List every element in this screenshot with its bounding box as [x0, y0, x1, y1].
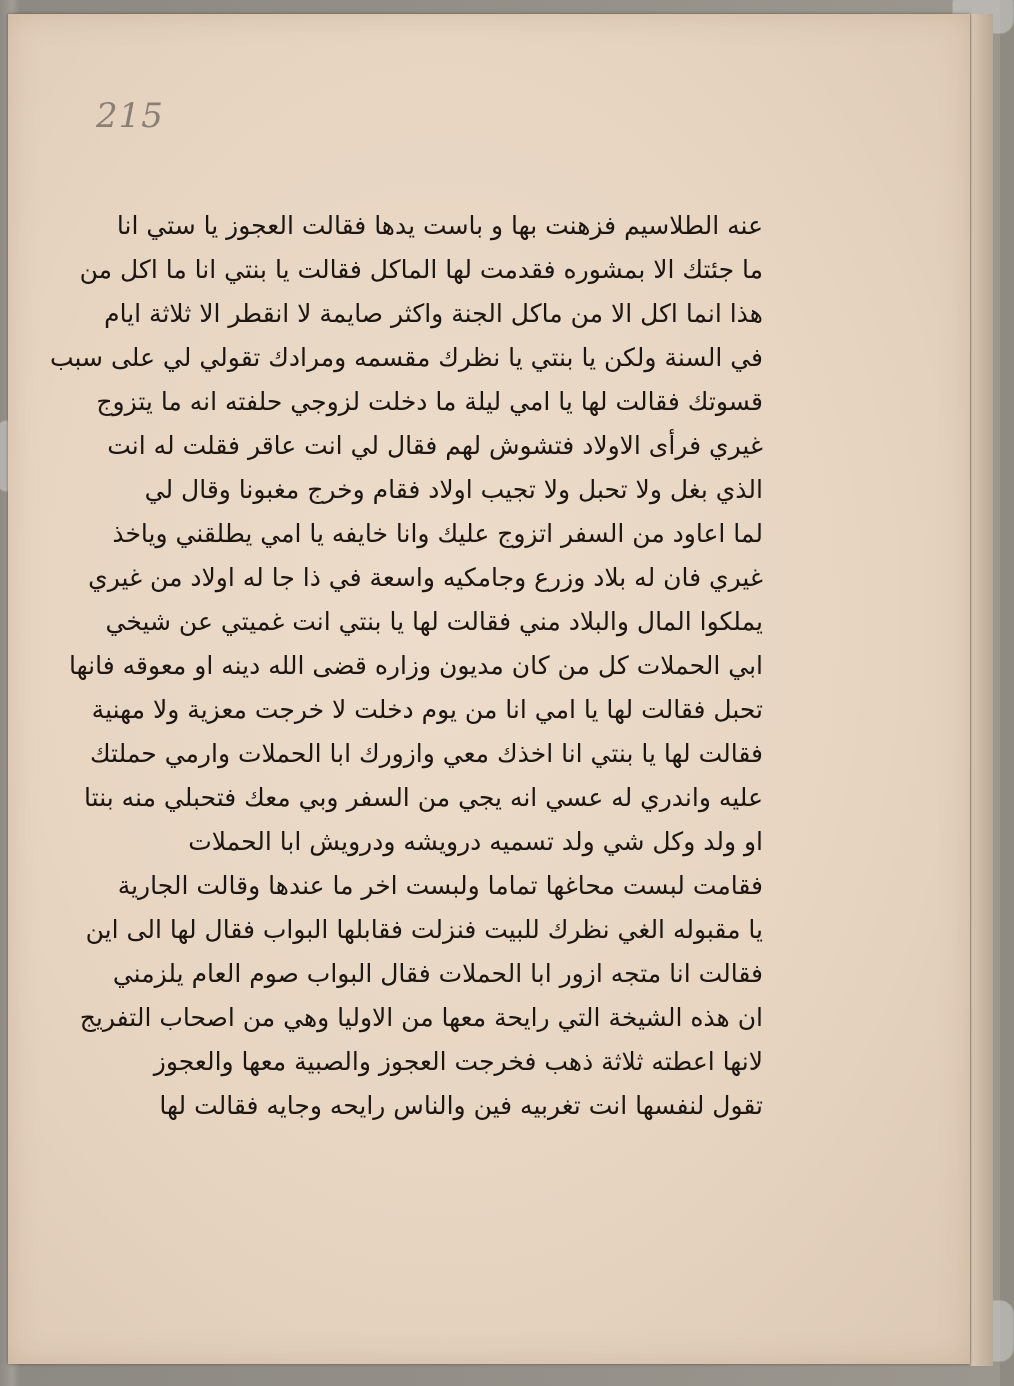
folio-number: 215 [96, 96, 164, 136]
text-line: تقول لنفسها انت تغربيه فين والناس رايحه وجايه فقالت لها [159, 1091, 763, 1120]
text-line: لما اعاود من السفر اتزوج عليك وانا خايفه يا امي يطلقني وياخذ [112, 519, 763, 548]
text-line: يا مقبوله الغي نظرك للبيت فنزلت فقابلها البواب فقال لها الى اين [85, 915, 763, 944]
text-line: فقامت لبست محاغها تماما ولبست اخر ما عندها وقالت الجارية [117, 871, 763, 900]
text-line: تحبل فقالت لها يا امي انا من يوم دخلت لا خرجت معزية ولا مهنية [91, 695, 763, 724]
text-line: غيري فرأى الاولاد فتشوش لهم فقال لي انت عاقر فقلت له انت [107, 431, 763, 460]
text-line: عنه الطلاسيم فزهنت بها و باست يدها فقالت العجوز يا ستي انا [116, 211, 763, 240]
text-line: ان هذه الشيخة التي رايحة معها من الاوليا وهي من اصحاب التفريج [79, 1003, 763, 1032]
text-line: الذي بغل ولا تحبل ولا تجيب اولاد فقام وخرج مغبونا وقال لي [144, 475, 763, 504]
manuscript-page [8, 14, 970, 1364]
text-line: هذا انما اكل الا من ماكل الجنة واكثر صايمة لا انقطر الا ثلاثة ايام [104, 299, 763, 328]
text-line: عليه واندري له عسي انه يجي من السفر وبي معك فتحبلي منه بنتا [84, 783, 763, 812]
manuscript-text [49, 204, 763, 1128]
text-line: قسوتك فقالت لها يا امي ليلة ما دخلت لزوجي حلفته انه ما يتزوج [96, 387, 763, 416]
text-line: او ولد وكل شي ولد تسميه درويشه ودرويش ابا الحملات [188, 827, 763, 856]
text-line: لانها اعطته ثلاثة ذهب فخرجت العجوز والصبية معها والعجوز [153, 1047, 763, 1076]
text-line: غيري فان له بلاد وزرع وجامكيه واسعة في ذا جا له اولاد من غيري [88, 563, 763, 592]
text-line: ما جئتك الا بمشوره فقدمت لها الماكل فقالت يا بنتي انا ما اكل من [79, 255, 763, 284]
text-line: فقالت لها يا بنتي انا اخذك معي وازورك ابا الحملات وارمي حملتك [89, 739, 763, 768]
text-line: يملكوا المال والبلاد مني فقالت لها يا بنتي انت غميتي عن شيخي [105, 607, 763, 636]
text-line: فقالت انا متجه ازور ابا الحملات فقال البواب صوم العام يلزمني [112, 959, 763, 988]
text-line: ابي الحملات كل من كان مديون وزاره قضى الله دينه او معوقه فانها [68, 651, 763, 680]
page-edge [970, 14, 993, 1366]
text-line: في السنة ولكن يا بنتي يا نظرك مقسمه ومرادك تقولي لي على سبب [49, 343, 763, 372]
